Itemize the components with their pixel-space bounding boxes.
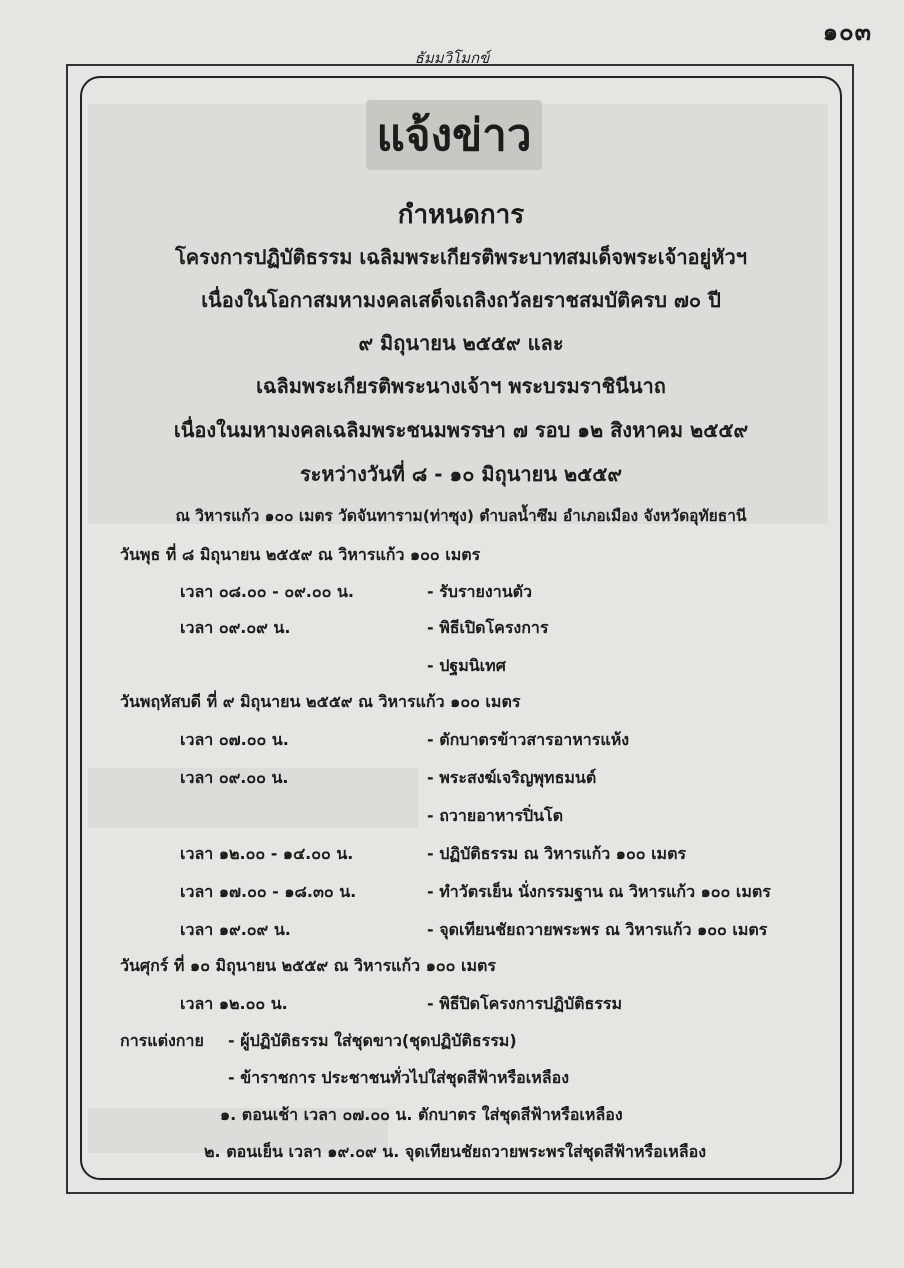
- schedule-time: เวลา ๑๙.๐๙ น.: [180, 920, 291, 939]
- venue-line: ณ วิหารแก้ว ๑๐๐ เมตร วัดจันทาราม(ท่าซุง) ตำบลน้ำซึม อำเภอเมือง จังหวัดอุทัยธานี: [175, 507, 747, 525]
- subheadline: กำหนดการ: [397, 200, 525, 230]
- schedule-activity: - ทำวัตรเย็น นั่งกรรมฐาน ณ วิหารแก้ว ๑๐๐ เมตร: [427, 882, 771, 901]
- dress-code-rule: - ข้าราชการ ประชาชนทั่วไปใส่ชุดสีฟ้าหรือเหลือง: [228, 1068, 570, 1087]
- schedule-activity: - พิธีเปิดโครงการ: [427, 618, 549, 637]
- dress-code-label: การแต่งกาย: [120, 1031, 204, 1050]
- intro-line-6: ระหว่างวันที่ ๘ - ๑๐ มิถุนายน ๒๕๕๙: [299, 462, 623, 486]
- schedule-activity: - ตักบาตรข้าวสารอาหารแห้ง: [427, 730, 630, 749]
- intro-line-4: เฉลิมพระเกียรติพระนางเจ้าฯ พระบรมราชินีนาถ: [256, 374, 666, 398]
- intro-line-1: โครงการปฏิบัติธรรม เฉลิมพระเกียรติพระบาทสมเด็จพระเจ้าอยู่หัวฯ: [175, 245, 747, 269]
- schedule-time: เวลา ๑๒.๐๐ - ๑๔.๐๐ น.: [180, 844, 354, 863]
- day-heading: วันพุธ ที่ ๘ มิถุนายน ๒๕๕๙ ณ วิหารแก้ว ๑๐๐ เมตร: [120, 545, 481, 564]
- intro-line-3: ๙ มิถุนายน ๒๕๕๙ และ: [358, 331, 564, 355]
- schedule-time: เวลา ๑๗.๐๐ - ๑๘.๓๐ น.: [180, 882, 357, 901]
- schedule-time: เวลา ๐๙.๐๐ น.: [180, 768, 289, 787]
- schedule-activity: - พิธีปิดโครงการปฏิบัติธรรม: [427, 994, 622, 1013]
- dress-code-note: ๒. ตอนเย็น เวลา ๑๙.๐๙ น. จุดเทียนชัยถวายพระพรใส่ชุดสีฟ้าหรือเหลือง: [204, 1142, 707, 1161]
- page-number: ๑๐๓: [822, 18, 872, 46]
- schedule-activity: - ถวายอาหารปิ่นโต: [427, 806, 564, 825]
- schedule-activity: - พระสงฆ์เจริญพุทธมนต์: [427, 768, 597, 787]
- schedule-activity: - จุดเทียนชัยถวายพระพร ณ วิหารแก้ว ๑๐๐ เมตร: [427, 920, 768, 939]
- day-heading: วันพฤหัสบดี ที่ ๙ มิถุนายน ๒๕๕๙ ณ วิหารแก้ว ๑๐๐ เมตร: [120, 692, 521, 711]
- schedule-activity: - ปฏิบัติธรรม ณ วิหารแก้ว ๑๐๐ เมตร: [427, 844, 687, 863]
- announcement-panel: [80, 76, 842, 1180]
- schedule-time: เวลา ๐๘.๐๐ - ๐๙.๐๐ น.: [180, 582, 354, 601]
- running-header: ธัมมวิโมกข์: [414, 49, 490, 67]
- schedule-time: เวลา ๑๒.๐๐ น.: [180, 994, 288, 1013]
- headline: แจ้งข่าว: [366, 100, 542, 170]
- schedule-time: เวลา ๐๗.๐๐ น.: [180, 730, 289, 749]
- schedule-time: เวลา ๐๙.๐๙ น.: [180, 618, 291, 637]
- schedule-activity: - ปฐมนิเทศ: [427, 656, 506, 675]
- intro-line-2: เนื่องในโอกาสมหามงคลเสด็จเถลิงถวัลยราชสมบัติครบ ๗๐ ปี: [201, 288, 721, 312]
- dress-code-rule: - ผู้ปฏิบัติธรรม ใส่ชุดขาว(ชุดปฏิบัติธรรม): [228, 1031, 517, 1050]
- day-heading: วันศุกร์ ที่ ๑๐ มิถุนายน ๒๕๕๙ ณ วิหารแก้ว ๑๐๐ เมตร: [120, 956, 496, 975]
- intro-line-5: เนื่องในมหามงคลเฉลิมพระชนมพรรษา ๗ รอบ ๑๒ สิงหาคม ๒๕๕๙: [173, 418, 749, 442]
- schedule-activity: - รับรายงานตัว: [427, 582, 533, 601]
- dress-code-note: ๑. ตอนเช้า เวลา ๐๗.๐๐ น. ตักบาตร ใส่ชุดสีฟ้าหรือเหลือง: [220, 1105, 623, 1124]
